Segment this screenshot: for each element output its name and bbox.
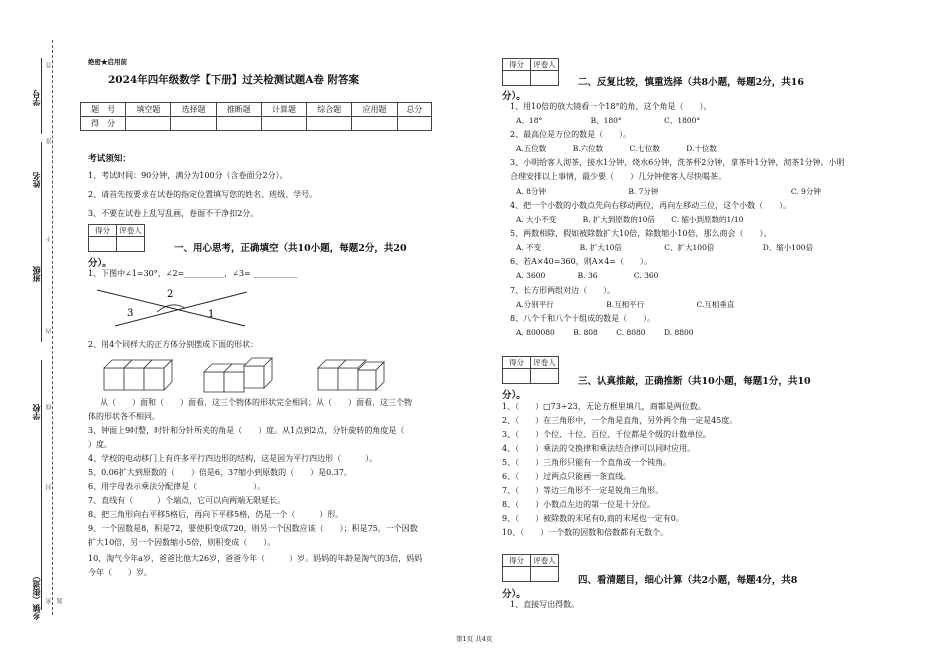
judge-item: 6、（ ）过两点只能画一条直线。 bbox=[502, 472, 632, 481]
option[interactable]: A. 3600 bbox=[516, 271, 546, 280]
judge-item: 10、（ ）一个数的因数和倍数都有无数个。 bbox=[502, 528, 669, 537]
choice-question-6: 6、若A×40=360，则A×4=（ ）。 bbox=[510, 257, 652, 266]
question-2-text: 从（ ）面和（ ）面看，这三个物体的形状完全相同；从（ ）面看，这三个物 bbox=[100, 398, 412, 407]
question-10: 10、淘气今年a岁，爸爸比他大26岁，爸爸今年（ ）岁。妈妈的年龄是淘气的3倍，妈妈 bbox=[88, 554, 423, 563]
township-label: 乡镇（街道） bbox=[31, 572, 41, 620]
option[interactable]: B. 36 bbox=[577, 271, 598, 280]
choice-options-2 bbox=[516, 142, 717, 156]
grader-score-cell[interactable] bbox=[503, 567, 531, 582]
class-line bbox=[41, 232, 42, 342]
seal-char: 准 bbox=[46, 138, 53, 144]
option[interactable]: A.五位数 bbox=[516, 144, 547, 153]
section3-heading-end: 分）。 bbox=[502, 390, 526, 401]
choice-question-2: 2、最高位是万位的数是（ ）。 bbox=[510, 130, 632, 139]
student-id-line bbox=[41, 58, 42, 134]
choice-options-6 bbox=[516, 269, 658, 283]
township-line bbox=[41, 500, 42, 610]
section2-heading-end: 分）。 bbox=[502, 91, 526, 102]
score-cell[interactable] bbox=[216, 117, 261, 131]
grader-name-cell[interactable] bbox=[531, 369, 559, 384]
school-label: 学校 bbox=[31, 404, 41, 420]
score-cell[interactable] bbox=[171, 117, 216, 131]
school-line bbox=[41, 360, 42, 500]
seal-char: 不 bbox=[46, 236, 53, 242]
option[interactable]: B. 扩大到原数的10倍 bbox=[582, 215, 655, 224]
question-4: 4、学校的电动移门上有许多平行四边形的结构，这是因为平行四边形（ ）。 bbox=[88, 454, 378, 463]
notice-item: 2、请首先按要求在试卷的指定位置填写您的姓名、班级、学号。 bbox=[88, 190, 318, 199]
choice-question-3: 3、小明给客人沏茶，接水1分钟，烧水6分钟，洗茶杯2分钟，拿茶叶1分钟，沏茶1分钟。小明 bbox=[510, 158, 845, 167]
option[interactable]: C、扩大100倍 bbox=[664, 243, 715, 252]
judge-item: 4、（ ）乘法的交换律和乘法结合律可以同时应用。 bbox=[502, 444, 696, 453]
option[interactable]: C、1800° bbox=[664, 116, 701, 125]
choice-options-4 bbox=[516, 213, 743, 227]
cube-shape-3 bbox=[318, 360, 384, 390]
option[interactable]: D.十位数 bbox=[686, 144, 717, 153]
judge-item: 3、（ ）个位、十位、百位、千位都是个级的计数单位。 bbox=[502, 430, 712, 439]
seal-char: 题 bbox=[57, 598, 64, 604]
grader-box bbox=[502, 554, 559, 582]
grader-name-label: 评卷人 bbox=[117, 225, 145, 237]
student-id-label: 学号 bbox=[31, 90, 41, 106]
grader-name-label: 评卷人 bbox=[531, 59, 559, 71]
grader-box bbox=[502, 58, 559, 86]
grader-score-label: 得分 bbox=[503, 357, 531, 369]
score-header-cell: 总分 bbox=[397, 103, 431, 117]
score-header-cell: 推断题 bbox=[216, 103, 261, 117]
score-cell[interactable] bbox=[397, 117, 431, 131]
score-cell[interactable] bbox=[126, 117, 171, 131]
option[interactable]: A.分别平行 bbox=[516, 300, 554, 309]
seal-char: 答 bbox=[46, 62, 53, 68]
question-9: 9、一个因数是8，积是72，要使积变成720，则另一个因数应该（ ）；积是75，一个因数 bbox=[88, 524, 418, 533]
score-header-cell: 应用题 bbox=[352, 103, 397, 117]
calc-question-1: 1、直接写出得数。 bbox=[510, 600, 580, 609]
choice-options-1 bbox=[516, 114, 700, 128]
angle-label-3: 3 bbox=[127, 308, 134, 319]
seal-char: 封 bbox=[46, 484, 53, 490]
question-3: 3、钟面上9时整，时针和分针所夹的角是（ ）度。从1点到2点，分针旋转的角度是（ bbox=[88, 426, 405, 435]
page-title: 2024年四年级数学【下册】过关检测试题A卷 附答案 bbox=[108, 74, 360, 86]
choice-question-4: 4、把一个小数的小数点先向右移动两位，再向左移动三位，这个小数（ ）。 bbox=[510, 201, 792, 210]
seal-char: 内 bbox=[46, 328, 53, 334]
question-1: 1、下图中∠1=30°，∠2=__________，∠3= ___________ bbox=[88, 269, 298, 278]
section4-heading-end: 分）。 bbox=[502, 589, 526, 600]
score-header-cell: 计算题 bbox=[261, 103, 306, 117]
question-9-end: 扩大10倍，另一个因数缩小5倍，则积变成（ ）。 bbox=[88, 538, 276, 547]
score-cell[interactable] bbox=[261, 117, 306, 131]
question-2-text-end: 体的形状各不相同。 bbox=[88, 412, 160, 421]
seal-char: 密 bbox=[46, 598, 53, 604]
grader-name-label: 评卷人 bbox=[531, 555, 559, 567]
question-5: 5、0.06扩大到原数的（ ）倍是6，37缩小到原数的（ ）是0.37。 bbox=[88, 468, 352, 477]
grader-box bbox=[88, 224, 145, 252]
judge-item: 9、（ ）被除数的末尾有0,商的末尾也一定有0。 bbox=[502, 514, 684, 523]
score-header-cell: 选择题 bbox=[171, 103, 216, 117]
score-header-cell: 题 号 bbox=[81, 103, 126, 117]
option[interactable]: C.七位数 bbox=[629, 144, 660, 153]
line-b bbox=[115, 292, 247, 326]
class-label: 班级 bbox=[31, 266, 41, 282]
option[interactable]: B.互相平行 bbox=[606, 300, 645, 309]
option[interactable]: B. 7分钟 bbox=[628, 187, 659, 196]
choice-question-7: 7、长方形两组对边（ ）。 bbox=[510, 286, 616, 295]
option[interactable]: C.互相垂直 bbox=[696, 300, 735, 309]
question-10-end: 今年（ ）岁。 bbox=[88, 568, 152, 577]
option[interactable]: A. 800080 bbox=[516, 328, 555, 337]
score-row-label: 得 分 bbox=[81, 117, 126, 131]
choice-options-7 bbox=[516, 298, 734, 312]
grader-score-cell[interactable] bbox=[89, 237, 117, 252]
option[interactable]: D、缩小100倍 bbox=[762, 243, 814, 252]
grader-box bbox=[502, 356, 559, 384]
option[interactable]: B. 扩大10倍 bbox=[579, 243, 622, 252]
score-cell[interactable] bbox=[307, 117, 352, 131]
score-header-cell: 综合题 bbox=[307, 103, 352, 117]
grader-name-label: 评卷人 bbox=[531, 357, 559, 369]
judge-item: 2、（ ）在三角形中，一个角是直角，另外两个角一定是45度。 bbox=[502, 416, 738, 425]
grader-score-label: 得分 bbox=[503, 59, 531, 71]
cube-shape-2 bbox=[204, 358, 272, 392]
option[interactable]: B.六位数 bbox=[572, 144, 604, 153]
choice-options-3 bbox=[516, 185, 821, 199]
option[interactable]: C. 9分钟 bbox=[790, 187, 821, 196]
page-number: 第1页 共4页 bbox=[456, 635, 493, 643]
option[interactable]: B. 808 bbox=[573, 328, 598, 337]
seal-char: 线 bbox=[46, 404, 53, 410]
cubes-figure bbox=[100, 356, 460, 396]
grader-score-label: 得分 bbox=[89, 225, 117, 237]
grader-score-cell[interactable] bbox=[503, 71, 531, 86]
choice-question-8: 8、八个千和八个十组成的数是（ ）。 bbox=[510, 314, 656, 323]
angle-figure bbox=[95, 286, 255, 328]
question-3-end: ）度。 bbox=[88, 440, 112, 449]
score-cell[interactable] bbox=[352, 117, 397, 131]
choice-question-1: 1、用10倍的放大镜看一个18°的角，这个角是（ ）。 bbox=[510, 102, 712, 111]
option[interactable]: D. 8800 bbox=[663, 328, 694, 337]
question-2: 2、用4个同样大的正方体分别摆成下面的形状： bbox=[88, 340, 259, 349]
choice-options-5 bbox=[516, 241, 813, 255]
grader-score-cell[interactable] bbox=[503, 369, 531, 384]
judge-item: 7、（ ）等边三角形不一定是锐角三角形。 bbox=[502, 486, 664, 495]
judge-item: 1、（ ）□73÷23，无论方框里填几，商都是两位数。 bbox=[502, 402, 706, 411]
grader-name-cell[interactable] bbox=[531, 567, 559, 582]
section3-heading: 三、认真推敲，正确推断（共10小题，每题1分，共10 bbox=[578, 376, 811, 387]
option[interactable]: A. 不变 bbox=[516, 243, 542, 252]
grader-name-cell[interactable] bbox=[531, 71, 559, 86]
question-8: 8、把三角形向右平移5格后，再向下平移5格，仍是一个（ ）形。 bbox=[88, 510, 344, 519]
score-header-cell: 填空题 bbox=[126, 103, 171, 117]
option[interactable]: B、180° bbox=[590, 116, 622, 125]
angle-label-1: 1 bbox=[208, 309, 215, 320]
notice-item: 3、不要在试卷上乱写乱画，卷面不干净扣2分。 bbox=[88, 209, 259, 218]
confidential-mark: 绝密★启用前 bbox=[88, 58, 127, 66]
option[interactable]: A. 8分钟 bbox=[516, 187, 546, 196]
option[interactable]: C. 8080 bbox=[616, 328, 646, 337]
cube-shape-1 bbox=[104, 360, 172, 390]
option[interactable]: A. 大小不变 bbox=[516, 215, 557, 224]
option[interactable]: A、18° bbox=[516, 116, 543, 125]
section2-heading: 二、反复比较，慎重选择（共8小题，每题2分，共16 bbox=[578, 77, 804, 88]
section4-heading: 四、看清题目，细心计算（共2小题，每题4分，共8 bbox=[578, 575, 798, 586]
angle-label-2: 2 bbox=[167, 289, 174, 300]
score-table bbox=[80, 102, 432, 131]
choice-question-3-cont: 合理安排以上事情，最少要（ ）几分钟使客人尽快喝茶。 bbox=[510, 172, 726, 181]
choice-question-5: 5、两数相除，假如被除数扩大10倍，除数缩小10倍，那么商会（ ）。 bbox=[510, 229, 772, 238]
name-label: 姓名 bbox=[31, 172, 41, 188]
judge-item: 8、（ ）小数点左边的第一位是十分位。 bbox=[502, 500, 656, 509]
section1-heading-end: 分）。 bbox=[88, 258, 112, 269]
option[interactable]: C. 缩小到原数的1/10 bbox=[671, 215, 744, 224]
notice-item: 1、考试时间：90分钟，满分为100分（含卷面分2分）。 bbox=[88, 171, 288, 180]
section1-heading: 一、用心思考，正确填空（共10小题，每题2分，共20 bbox=[174, 243, 407, 254]
notice-heading: 考试须知： bbox=[88, 154, 131, 164]
question-7: 7、直线有（ ）个端点，它可以向两端无限延长。 bbox=[88, 496, 286, 505]
judge-item: 5、（ ）三角形只能有一个直角或一个钝角。 bbox=[502, 458, 672, 467]
name-line bbox=[41, 142, 42, 232]
grader-score-label: 得分 bbox=[503, 555, 531, 567]
grader-name-cell[interactable] bbox=[117, 237, 145, 252]
choice-options-8 bbox=[516, 326, 694, 340]
option[interactable]: C. 360 bbox=[633, 271, 659, 280]
question-6: 6、用字母表示乘法分配律是（ ）。 bbox=[88, 482, 266, 491]
